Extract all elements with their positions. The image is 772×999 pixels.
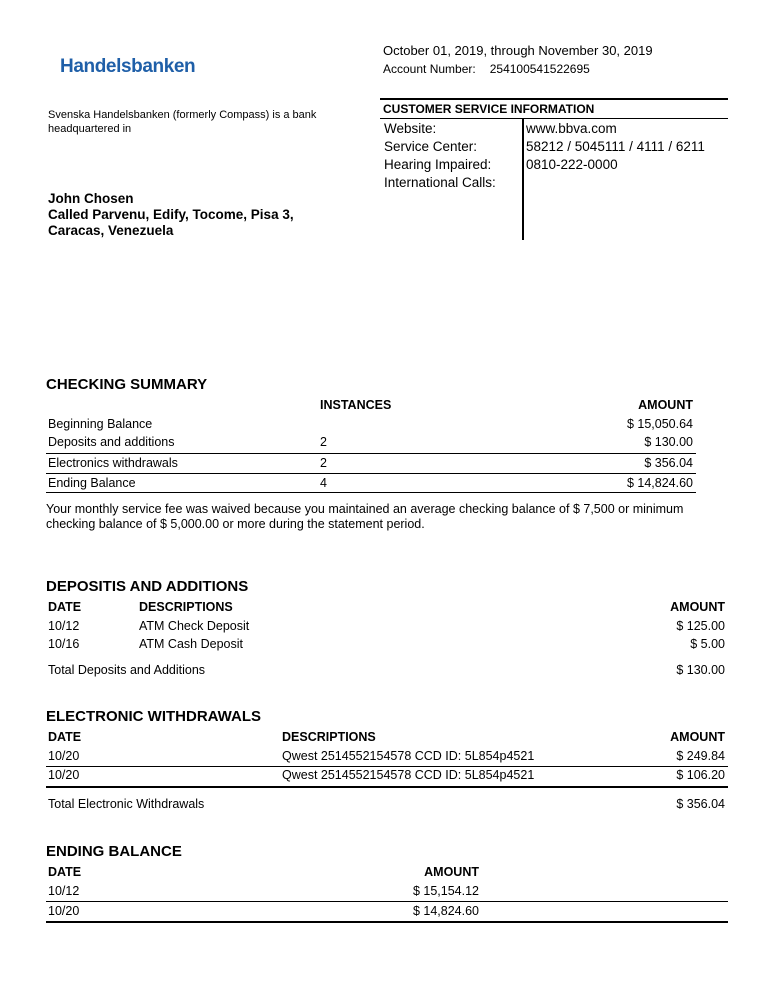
checking-summary-title: CHECKING SUMMARY xyxy=(46,376,208,393)
summary-row-amount: $ 130.00 xyxy=(644,435,693,449)
withdrawal-row-date: 10/20 xyxy=(48,768,80,782)
deposits-col-desc: DESCRIPTIONS xyxy=(139,600,233,614)
summary-row-label: Deposits and additions xyxy=(48,435,175,449)
deposits-col-amount: AMOUNT xyxy=(670,600,725,614)
summary-row-amount: $ 14,824.60 xyxy=(626,476,693,490)
csi-value-service-center: 58212 / 5045111 / 4111 / 6211 xyxy=(526,139,705,154)
ending-balance-title: ENDING BALANCE xyxy=(46,843,182,860)
customer-address xyxy=(48,191,294,239)
deposits-title: DEPOSITIS AND ADDITIONS xyxy=(46,578,249,595)
csi-label-service-center: Service Center: xyxy=(384,139,478,154)
withdrawals-total-amount: $ 356.04 xyxy=(676,797,725,811)
deposit-row-date: 10/16 xyxy=(48,637,80,651)
customer-service-divider xyxy=(522,119,524,240)
csi-label-international-calls: International Calls: xyxy=(384,175,496,190)
withdrawal-row-amount: $ 106.20 xyxy=(676,768,725,782)
deposit-row-desc: ATM Check Deposit xyxy=(139,619,250,633)
account-number-line xyxy=(383,62,590,76)
checking-summary-col-instances: INSTANCES xyxy=(320,398,392,412)
ending-balance-rule xyxy=(46,921,728,923)
csi-label-hearing-impaired: Hearing Impaired: xyxy=(384,157,492,172)
withdrawals-rule xyxy=(46,766,728,767)
ending-balance-col-amount: AMOUNT xyxy=(424,865,479,879)
customer-name: John Chosen xyxy=(48,191,134,206)
csi-label-website: Website: xyxy=(384,121,437,136)
withdrawal-row-date: 10/20 xyxy=(48,749,80,763)
deposits-col-date: DATE xyxy=(48,600,82,614)
deposit-row-date: 10/12 xyxy=(48,619,80,633)
withdrawals-title: ELECTRONIC WITHDRAWALS xyxy=(46,708,261,725)
account-number: 254100541522695 xyxy=(489,62,590,76)
summary-row-label: Electronics withdrawals xyxy=(48,456,178,470)
deposit-row-desc: ATM Cash Deposit xyxy=(139,637,243,651)
withdrawals-col-amount: AMOUNT xyxy=(670,730,725,744)
bank-description: Svenska Handelsbanken (formerly Compass) is a bank headquartered in xyxy=(48,109,317,135)
summary-row-amount: $ 356.04 xyxy=(644,456,693,470)
withdrawals-col-desc: DESCRIPTIONS xyxy=(282,730,376,744)
statement-period: October 01, 2019, through November 30, 2019 xyxy=(383,43,653,58)
summary-row-amount: $ 15,050.64 xyxy=(626,417,693,431)
customer-address-line1: Called Parvenu, Edify, Tocome, Pisa 3, xyxy=(48,207,294,222)
summary-row-instances: 4 xyxy=(320,476,327,490)
summary-row-instances: 2 xyxy=(320,435,327,449)
bank-logo: Handelsbanken xyxy=(60,56,196,77)
ending-balance-row-date: 10/12 xyxy=(48,884,80,898)
deposit-row-amount: $ 125.00 xyxy=(676,619,725,633)
ending-balance-rule xyxy=(46,901,728,902)
summary-row-label: Beginning Balance xyxy=(48,417,153,431)
deposits-total-amount: $ 130.00 xyxy=(676,663,725,677)
ending-balance-col-date: DATE xyxy=(48,865,82,879)
summary-rule xyxy=(46,473,696,474)
customer-address-line2: Caracas, Venezuela xyxy=(48,223,174,238)
deposit-row-amount: $ 5.00 xyxy=(690,637,725,651)
withdrawal-row-desc: Qwest 2514552154578 CCD ID: 5L854p4521 xyxy=(282,768,535,782)
withdrawal-row-amount: $ 249.84 xyxy=(676,749,725,763)
summary-rule xyxy=(46,453,696,454)
service-fee-note: Your monthly service fee was waived because you maintained an average checking balance of $ 7,500 or minimum checking balance of $ 5,000.00 or more during the statement period. xyxy=(46,502,684,531)
summary-row-instances: 2 xyxy=(320,456,327,470)
customer-service-box xyxy=(380,98,728,240)
withdrawal-row-desc: Qwest 2514552154578 CCD ID: 5L854p4521 xyxy=(282,749,535,763)
withdrawals-total-label: Total Electronic Withdrawals xyxy=(48,797,205,811)
withdrawals-col-date: DATE xyxy=(48,730,82,744)
csi-value-hearing-impaired: 0810-222-0000 xyxy=(526,157,618,172)
withdrawals-rule xyxy=(46,786,728,788)
summary-rule xyxy=(46,492,696,493)
summary-row-label: Ending Balance xyxy=(48,476,136,490)
deposits-total-label: Total Deposits and Additions xyxy=(48,663,206,677)
csi-value-website: www.bbva.com xyxy=(526,121,617,136)
account-number-label: Account Number: xyxy=(383,62,476,76)
checking-summary-col-amount: AMOUNT xyxy=(638,398,693,412)
ending-balance-row-amount: $ 15,154.12 xyxy=(412,884,479,898)
ending-balance-row-date: 10/20 xyxy=(48,904,80,918)
ending-balance-row-amount: $ 14,824.60 xyxy=(412,904,479,918)
customer-service-title: CUSTOMER SERVICE INFORMATION xyxy=(380,98,728,119)
customer-service-body xyxy=(380,119,728,240)
